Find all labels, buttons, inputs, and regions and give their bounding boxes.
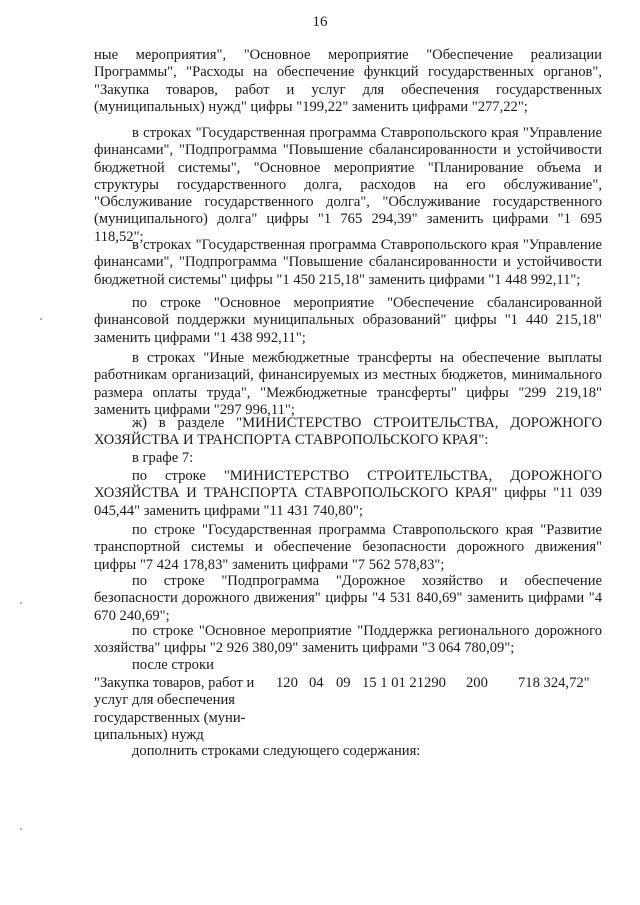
row-name (94, 675, 266, 744)
target-code: 15 1 01 21290 (362, 675, 446, 691)
section-code: 04 (309, 675, 324, 691)
subsection-code: 09 (336, 675, 351, 691)
paragraph-8 (94, 468, 602, 520)
paragraph-3-text: в строках "Государственная программа Ставропольского края "Управление финансами", "Подпрограмма "Повышение сбалансированности и устойчивости бюджетной системы" цифры "1 450 215,18" заменить цифрами "1 448 992,11"; (94, 237, 602, 288)
paragraph-7 (94, 450, 602, 467)
paragraph-12 (94, 657, 602, 674)
paragraph-1-text: ные мероприятия", "Основное мероприятие "Обеспечение реализации Программы", "Расходы на обеспечение функций государственных органов", "Закупка товаров, работ и услуг для обеспечения государственных (муниципальных) нужд" цифры "199,22" заменить цифрами "277,22"; (94, 47, 602, 115)
paragraph-5 (94, 350, 602, 419)
scan-dot (20, 602, 22, 604)
row-name-line: ципальных) нужд (94, 726, 204, 743)
ministry-code: 120 (276, 675, 298, 691)
expense-type-code: 200 (466, 675, 488, 691)
amount-value: 718 324,72" (518, 675, 590, 691)
paragraph-12-text: после строки (132, 657, 214, 673)
paragraph-9 (94, 522, 602, 574)
paragraph-8-text: по строке "МИНИСТЕРСТВО СТРОИТЕЛЬСТВА, ДОРОЖНОГО ХОЗЯЙСТВА И ТРАНСПОРТА СТАВРОПОЛЬСКОГО КРАЯ" цифры "11 039 045,44" заменить цифрами "11 431 740,80"; (94, 468, 602, 519)
paragraph-6-text: ж) в разделе "МИНИСТЕРСТВО СТРОИТЕЛЬСТВА, ДОРОЖНОГО ХОЗЯЙСТВА И ТРАНСПОРТА СТАВРОПОЛЬСКОГО КРАЯ": (94, 415, 602, 449)
paragraph-7-text: в графе 7: (132, 450, 194, 466)
paragraph-4 (94, 295, 602, 347)
paragraph-2 (94, 125, 602, 246)
scan-dot (20, 828, 22, 830)
page-number: 16 (312, 14, 328, 30)
paragraph-11 (94, 623, 602, 658)
paragraph-11-text: по строке "Основное мероприятие "Поддержка регионального дорожного хозяйства" цифры "2 926 380,09" заменить цифрами "3 064 780,09"; (94, 623, 602, 657)
paragraph-1 (94, 47, 602, 116)
paragraph-9-text: по строке "Государственная программа Ставропольского края "Развитие транспортной системы и обеспечение безопасности дорожного движения" цифры "7 424 178,83" заменить цифрами "7 562 578,83"; (94, 522, 602, 573)
paragraph-3 (94, 237, 602, 289)
scan-dot (40, 318, 42, 320)
row-name-line: "Закупка товаров, работ и (94, 675, 255, 691)
paragraph-10 (94, 573, 602, 625)
paragraph-2-text: в строках "Государственная программа Ставропольского края "Управление финансами", "Подпрограмма "Повышение сбалансированности и устойчивости бюджетной системы", "Основное мероприятие "Планирование объема и структуры государственного долга, расходов на его обслуживание", "Обслуживание государственного долга", "Обслуживание государственного (муниципального) долга" цифры "1 765 294,39" заменить цифрами "1 695 118,52"; (94, 125, 602, 245)
closing-text: дополнить строками следующего содержания: (132, 743, 421, 759)
row-name-line: услуг для обеспечения (94, 692, 235, 709)
row-name-line: государственных (муни- (94, 709, 246, 726)
paragraph-10-text: по строке "Подпрограмма "Дорожное хозяйство и обеспечение безопасности дорожного движения" цифры "4 531 840,69" заменить цифрами "4 670 240,69"; (94, 573, 602, 624)
paragraph-6 (94, 415, 602, 450)
paragraph-4-text: по строке "Основное мероприятие "Обеспечение сбалансированной финансовой поддержки муниципальных образований" цифры "1 440 215,18" заменить цифрами "1 438 992,11"; (94, 295, 602, 346)
paragraph-5-text: в строках "Иные межбюджетные трансферты на обеспечение выплаты работникам организаций, финансируемых из местных бюджетов, минимального размера оплаты труда", "Межбюджетные трансферты" цифры "299 219,18" заменить цифрами "297 996,11"; (94, 350, 602, 418)
